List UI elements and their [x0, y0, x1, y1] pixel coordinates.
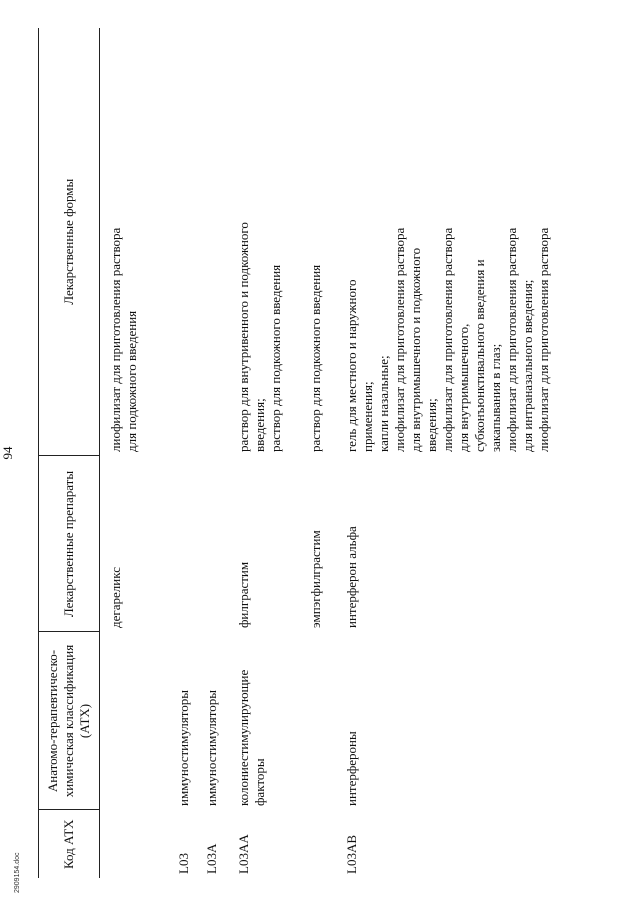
form-line: лиофилизат для приготовления раствора	[108, 227, 123, 452]
cell-drug: дегареликс	[108, 567, 123, 628]
form-line: раствор для подкожного введения	[267, 264, 283, 452]
cell-forms	[228, 28, 300, 456]
table-row	[100, 28, 168, 878]
form-line: лиофилизат для приготовления раствора	[391, 227, 407, 452]
header-drugs: Лекарственные препараты	[39, 456, 100, 632]
cell-classification	[300, 632, 336, 810]
cell-classification	[100, 632, 168, 810]
form-line: гель для местного и наружного	[343, 279, 359, 452]
form-line: капли назальные;	[375, 355, 391, 452]
form-line: для интраназального введения;	[519, 279, 535, 452]
table-row	[196, 28, 228, 878]
form-line: раствор для внутривенного и подкожного	[235, 222, 251, 452]
form-line: для внутримышечного и подкожного	[407, 247, 423, 452]
cell-code: L03AB	[343, 835, 359, 874]
cell-classification: иммуностимуляторы	[203, 690, 219, 806]
table-header-row	[39, 28, 100, 878]
cell-drug	[168, 456, 196, 632]
form-line: применения;	[359, 381, 375, 452]
header-classification: Анатомо-терапевтическо-химическая классификация (АТХ)	[39, 632, 100, 810]
form-line: субконъюнктивального введения и	[471, 259, 487, 452]
table-row	[228, 28, 300, 878]
header-forms: Лекарственные формы	[39, 28, 100, 456]
cell-drug: эмпэгфилграстим	[307, 530, 323, 628]
form-line: раствор для подкожного введения	[307, 264, 323, 452]
atx-table	[38, 28, 552, 878]
cell-drug	[196, 456, 228, 632]
cell-forms	[196, 28, 228, 456]
table-row	[336, 28, 552, 878]
form-line: лиофилизат для приготовления раствора	[535, 227, 551, 452]
cell-classification: интерфероны	[343, 731, 359, 806]
form-line: для внутримышечного,	[455, 323, 471, 452]
cell-forms	[100, 28, 168, 456]
cell-forms	[168, 28, 196, 456]
table-row	[168, 28, 196, 878]
cell-classification: колониестимулирующие факторы	[235, 669, 267, 806]
cell-drug: интерферон альфа	[343, 526, 359, 628]
table-row	[300, 28, 336, 878]
cell-code: L03	[175, 853, 191, 874]
form-line: введения;	[251, 398, 267, 452]
cell-code: L03A	[203, 843, 219, 874]
cell-forms	[300, 28, 336, 456]
cell-code	[300, 810, 336, 878]
form-line: закапывания в глаз;	[487, 343, 503, 452]
form-line: лиофилизат для приготовления раствора	[439, 227, 455, 452]
page-number: 94	[0, 446, 15, 460]
cell-drug: филграстим	[235, 561, 251, 628]
form-line: введения;	[423, 398, 439, 452]
cell-code: L03AA	[235, 834, 251, 874]
cell-forms	[336, 28, 552, 456]
document-footer: 2909154.doc	[14, 852, 21, 893]
form-line: для подкожного введения	[124, 310, 139, 452]
cell-classification: иммуностимуляторы	[175, 690, 191, 806]
header-code: Код АТХ	[39, 810, 100, 878]
cell-code	[100, 810, 168, 878]
form-line: лиофилизат для приготовления раствора	[503, 227, 519, 452]
